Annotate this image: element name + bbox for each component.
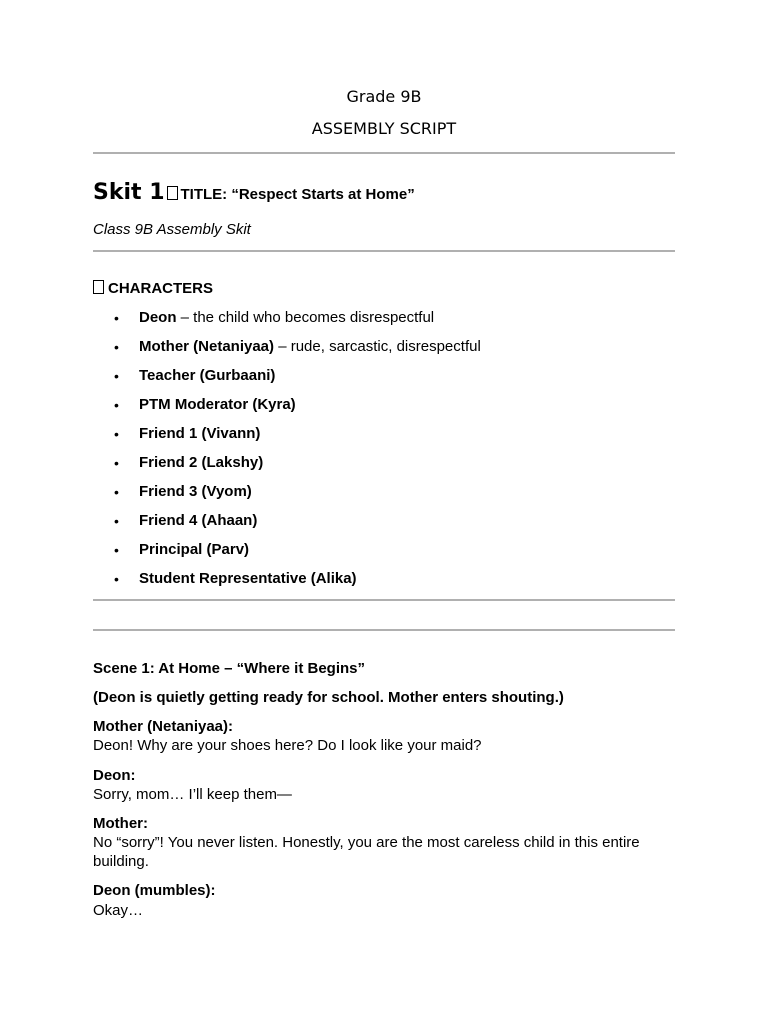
list-item	[93, 569, 481, 598]
divider	[93, 599, 675, 601]
divider	[93, 250, 675, 252]
dialogue-line: Deon! Why are your shoes here? Do I look like your maid?	[93, 737, 482, 754]
grade-heading: Grade 9B	[346, 87, 422, 106]
characters-list	[93, 308, 481, 598]
character-name: Deon	[139, 309, 177, 326]
divider	[93, 152, 675, 154]
list-item	[93, 482, 481, 511]
stage-direction: (Deon is quietly getting ready for school. Mother enters shouting.)	[93, 689, 564, 706]
character-name: Student Representative (Alika)	[139, 570, 357, 587]
list-item	[93, 453, 481, 482]
speaker-name: Mother (Netaniyaa):	[93, 718, 234, 735]
character-name: Friend 1 (Vivann)	[139, 425, 261, 442]
skit-heading	[93, 180, 415, 205]
character-name: Friend 4 (Ahaan)	[139, 512, 258, 529]
list-item	[93, 308, 481, 337]
character-name: Teacher (Gurbaani)	[139, 367, 276, 384]
list-item	[93, 424, 481, 453]
characters-heading-text: CHARACTERS	[108, 280, 213, 297]
scene-title: Scene 1: At Home – “Where it Begins”	[93, 660, 366, 677]
assembly-heading: ASSEMBLY SCRIPT	[311, 119, 457, 138]
speaker-name: Deon (mumbles):	[93, 882, 216, 899]
character-desc: – the child who becomes disrespectful	[176, 309, 435, 326]
list-item	[93, 337, 481, 366]
skit-number: Skit 1	[93, 180, 165, 205]
character-name: Friend 3 (Vyom)	[139, 483, 252, 500]
list-item	[93, 366, 481, 395]
dialogue-line: No “sorry”! You never listen. Honestly, you are the most careless child in this entire building.	[93, 834, 640, 870]
list-item	[93, 511, 481, 540]
list-item	[93, 540, 481, 569]
skit-title: TITLE: “Respect Starts at Home”	[180, 186, 415, 203]
character-name: PTM Moderator (Kyra)	[139, 396, 296, 413]
missing-glyph-icon	[93, 280, 104, 294]
speaker-name: Mother:	[93, 815, 148, 832]
speaker-name: Deon:	[93, 767, 136, 784]
character-name: Friend 2 (Lakshy)	[139, 454, 264, 471]
divider	[93, 629, 675, 631]
character-name: Principal (Parv)	[139, 541, 250, 558]
dialogue-line: Okay…	[93, 902, 144, 919]
characters-heading	[93, 280, 213, 297]
character-name: Mother (Netaniyaa)	[139, 338, 275, 355]
class-line: Class 9B Assembly Skit	[93, 221, 251, 238]
character-desc: – rude, sarcastic, disrespectful	[274, 338, 481, 355]
dialogue-line: Sorry, mom… I’ll keep them—	[93, 786, 292, 803]
list-item	[93, 395, 481, 424]
missing-glyph-icon	[167, 186, 178, 200]
